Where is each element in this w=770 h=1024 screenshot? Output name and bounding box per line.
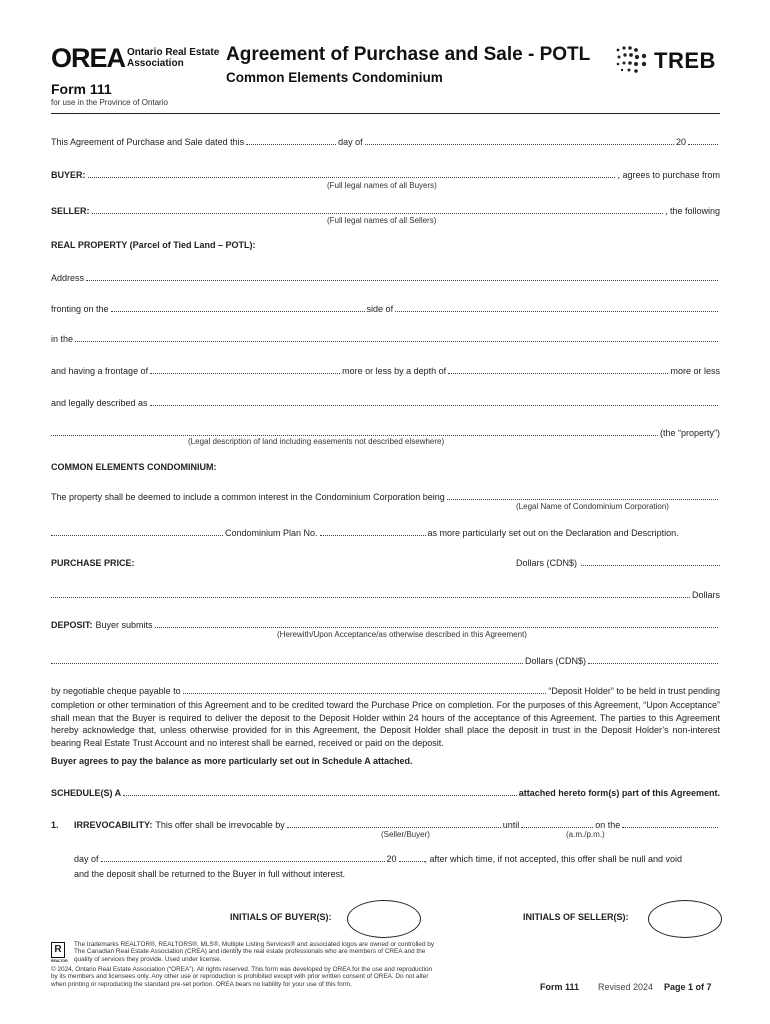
purchase-price-words-field[interactable]: [51, 597, 690, 598]
realtor-logo-text: REALTOR: [51, 959, 68, 963]
deposit-timing-field[interactable]: [155, 627, 718, 628]
treb-logo-text: TREB: [654, 48, 716, 73]
initials-buyers-box[interactable]: [347, 900, 421, 938]
buyer-caption: (Full legal names of all Buyers): [327, 181, 437, 190]
irrevocable-by-field[interactable]: [287, 827, 501, 828]
condo-plan-field[interactable]: [320, 535, 426, 536]
purchase-price-cdn: [516, 558, 720, 568]
header-divider: [51, 113, 720, 114]
realtor-logo: [51, 942, 68, 963]
more-or-less-label: more or less: [670, 366, 720, 376]
irrevocability-day-of-label: day of: [74, 854, 99, 864]
purchase-price-label: PURCHASE PRICE:: [51, 558, 135, 568]
frontage-line: [51, 366, 720, 376]
purchase-price-cdn-label: Dollars (CDN$): [516, 558, 578, 568]
condo-legal-name-caption: (Legal Name of Condominium Corporation): [516, 502, 669, 511]
seller-line: [51, 206, 720, 216]
condo-number-field[interactable]: [51, 535, 223, 536]
until-time-field[interactable]: [521, 827, 593, 828]
the-property-label: (the “property”): [659, 428, 720, 438]
irrevocability-line: [51, 820, 720, 830]
buyer-suffix: , agrees to purchase from: [617, 170, 720, 180]
legal-description-caption: (Legal description of land including easements not described elsewhere): [188, 437, 445, 446]
buyer-line: [51, 170, 720, 180]
condo-declaration-text: as more particularly set out on the Declaration and Description.: [427, 528, 679, 538]
deposit-label: DEPOSIT:: [51, 620, 93, 630]
frontage-field[interactable]: [150, 373, 340, 374]
orea-logo: [51, 43, 126, 73]
legal-description-line: [51, 398, 720, 408]
initials-buyers-label: INITIALS OF BUYER(S):: [230, 912, 332, 922]
trademark-line1: The trademarks REALTOR®, REALTORS®, MLS®, Multiple Listing Services® and associated logos are owned or controlled by: [74, 941, 435, 948]
irrevocability-tail: , after which time, if not accepted, this offer shall be null and void: [424, 854, 683, 864]
side-of-field[interactable]: [395, 311, 718, 312]
initials-sellers-box[interactable]: [648, 900, 722, 938]
buyer-names-field[interactable]: [88, 177, 616, 178]
orea-logo-text: OREA: [51, 43, 126, 73]
deposit-paragraph: completion or other termination of this Agreement and to be credited toward the Purchase Price on completion. For the purposes of this Agreement, “Upon Acceptance” shall mean that the Buyer is required to deliver the deposit to the Deposit Holder within 24 hours of the acceptance of this Agreement. The parties to this Agreement hereby acknowledge that, unless otherwise provided for in this Agreement, the Deposit Holder shall place the deposit in trust in the Deposit Holder’s non-interest bearing Real Estate Trust Account and no interest shall be earned, received or paid on the deposit.: [51, 700, 720, 748]
condo-text: The property shall be deemed to include a common interest in the Condominium Corporation being: [51, 492, 445, 502]
schedules-line: [51, 788, 720, 798]
until-label: until: [502, 820, 520, 830]
clause-number: 1.: [51, 820, 59, 830]
seller-buyer-caption: (Seller/Buyer): [381, 830, 430, 839]
initials-sellers-label: INITIALS OF SELLER(S):: [523, 912, 629, 922]
ampm-caption: (a.m./p.m.): [566, 830, 605, 839]
copyright-line3: when printing or reproducing the standard pre-set portion. OREA bears no liability for your use of this form.: [51, 980, 352, 988]
depth-field[interactable]: [448, 373, 668, 374]
irrevocability-year-label: 20: [386, 854, 397, 864]
deposit-amount-line: [51, 656, 720, 666]
deposit-line: [51, 620, 720, 630]
legal-description-field[interactable]: [150, 405, 718, 406]
buyer-submits-label: Buyer submits: [95, 620, 153, 630]
copyright-notice: [51, 966, 432, 988]
irrevocability-text: This offer shall be irrevocable by: [155, 820, 285, 830]
year-field[interactable]: [688, 144, 718, 145]
irrevocability-year-field[interactable]: [399, 861, 425, 862]
depth-label: more or less by a depth of: [342, 366, 447, 376]
footer-form-number: Form 111: [540, 982, 580, 992]
condo-corporation-line: [51, 492, 720, 502]
deposit-payable-line: [51, 686, 720, 696]
buyer-label: BUYER:: [51, 170, 86, 180]
page-title: Agreement of Purchase and Sale - POTL: [226, 44, 591, 65]
orea-name-line2: Association: [127, 58, 184, 69]
in-the-line: [51, 334, 720, 344]
realtor-r-icon: [51, 942, 65, 958]
purchase-price-words-line: [51, 590, 720, 600]
copyright-line1: © 2024, Ontario Real Estate Association (“OREA”). All rights reserved. This form was developed by OREA for the use and reproduction: [51, 966, 433, 973]
trademark-line3: quality of services they provide. Used under license.: [74, 955, 222, 963]
payable-to-label: by negotiable cheque payable to: [51, 686, 181, 696]
frontage-label: and having a frontage of: [51, 366, 149, 376]
trademark-line2: The Canadian Real Estate Association (CREA) and identify the real estate professionals who are members of CREA and the: [74, 948, 426, 956]
dollars-label: Dollars: [691, 590, 720, 600]
treb-logo: [614, 44, 720, 76]
condo-corporation-field[interactable]: [447, 499, 718, 500]
this-agreement-label: This Agreement of Purchase and Sale dated this: [51, 137, 245, 147]
orea-name-line1: Ontario Real Estate: [127, 47, 220, 58]
day-of-label: day of: [338, 137, 363, 147]
irrevocability-label: IRREVOCABILITY:: [74, 820, 153, 830]
irrevocability-day-line: [74, 854, 720, 864]
agreement-date-line: [51, 137, 720, 147]
deposit-amount-field[interactable]: [588, 663, 718, 664]
form-scope: for use in the Province of Ontario: [51, 98, 168, 107]
deposit-cdn-label: Dollars (CDN$): [524, 656, 586, 666]
footer-page-number: Page 1 of 7: [664, 982, 712, 992]
address-label: Address: [51, 273, 85, 283]
seller-names-field[interactable]: [92, 213, 663, 214]
year-label: 20: [675, 137, 686, 147]
seller-suffix: , the following: [664, 206, 720, 216]
address-field[interactable]: [86, 280, 718, 281]
irrevocability-month-field[interactable]: [101, 861, 385, 862]
fronting-line: [51, 304, 720, 314]
form-number: Form 111: [51, 81, 112, 97]
footer-revised: Revised 2024: [598, 982, 654, 992]
municipality-field[interactable]: [75, 341, 718, 342]
street-field[interactable]: [111, 311, 365, 312]
on-the-day-field[interactable]: [622, 827, 718, 828]
balance-statement: Buyer agrees to pay the balance as more particularly set out in Schedule A attached.: [51, 756, 413, 766]
condo-plan-label: Condominium Plan No.: [225, 528, 318, 538]
on-the-label: on the: [595, 820, 621, 830]
seller-label: SELLER:: [51, 206, 90, 216]
in-the-label: in the: [51, 334, 74, 344]
fronting-on-label: fronting on the: [51, 304, 109, 314]
orea-association-name: [127, 47, 219, 69]
address-line: [51, 273, 720, 283]
day-field[interactable]: [246, 144, 336, 145]
schedules-field[interactable]: [123, 795, 517, 796]
seller-caption: (Full legal names of all Sellers): [327, 216, 437, 225]
treb-dots-icon: [614, 44, 650, 74]
condo-heading: COMMON ELEMENTS CONDOMINIUM:: [51, 462, 217, 472]
deposit-caption: (Herewith/Upon Acceptance/as otherwise described in this Agreement): [277, 630, 527, 639]
realtor-r-letter: R: [54, 944, 62, 955]
condo-plan-line: [51, 528, 720, 538]
irrevocability-line2: and the deposit shall be returned to the Buyer in full without interest.: [74, 869, 346, 879]
schedules-label: SCHEDULE(S) A: [51, 788, 122, 798]
legal-description-field-2[interactable]: [51, 435, 658, 436]
copyright-line2: by its members and licensees only. Any other use or reproduction is prohibited except with prior written consent of OREA. Do not alter: [51, 973, 429, 981]
real-property-heading: REAL PROPERTY (Parcel of Tied Land – POTL):: [51, 240, 256, 250]
legally-described-label: and legally described as: [51, 398, 148, 408]
purchase-price-amount-field[interactable]: [581, 565, 720, 566]
page-subtitle: Common Elements Condominium: [226, 70, 443, 85]
trademark-notice: [74, 941, 434, 963]
side-of-label: side of: [366, 304, 394, 314]
deposit-words-field[interactable]: [51, 663, 523, 664]
deposit-holder-field[interactable]: [183, 693, 547, 694]
deposit-holder-label: “Deposit Holder” to be held in trust pending: [548, 686, 720, 696]
month-field[interactable]: [365, 144, 674, 145]
schedules-suffix: attached hereto form(s) part of this Agreement.: [518, 788, 720, 798]
